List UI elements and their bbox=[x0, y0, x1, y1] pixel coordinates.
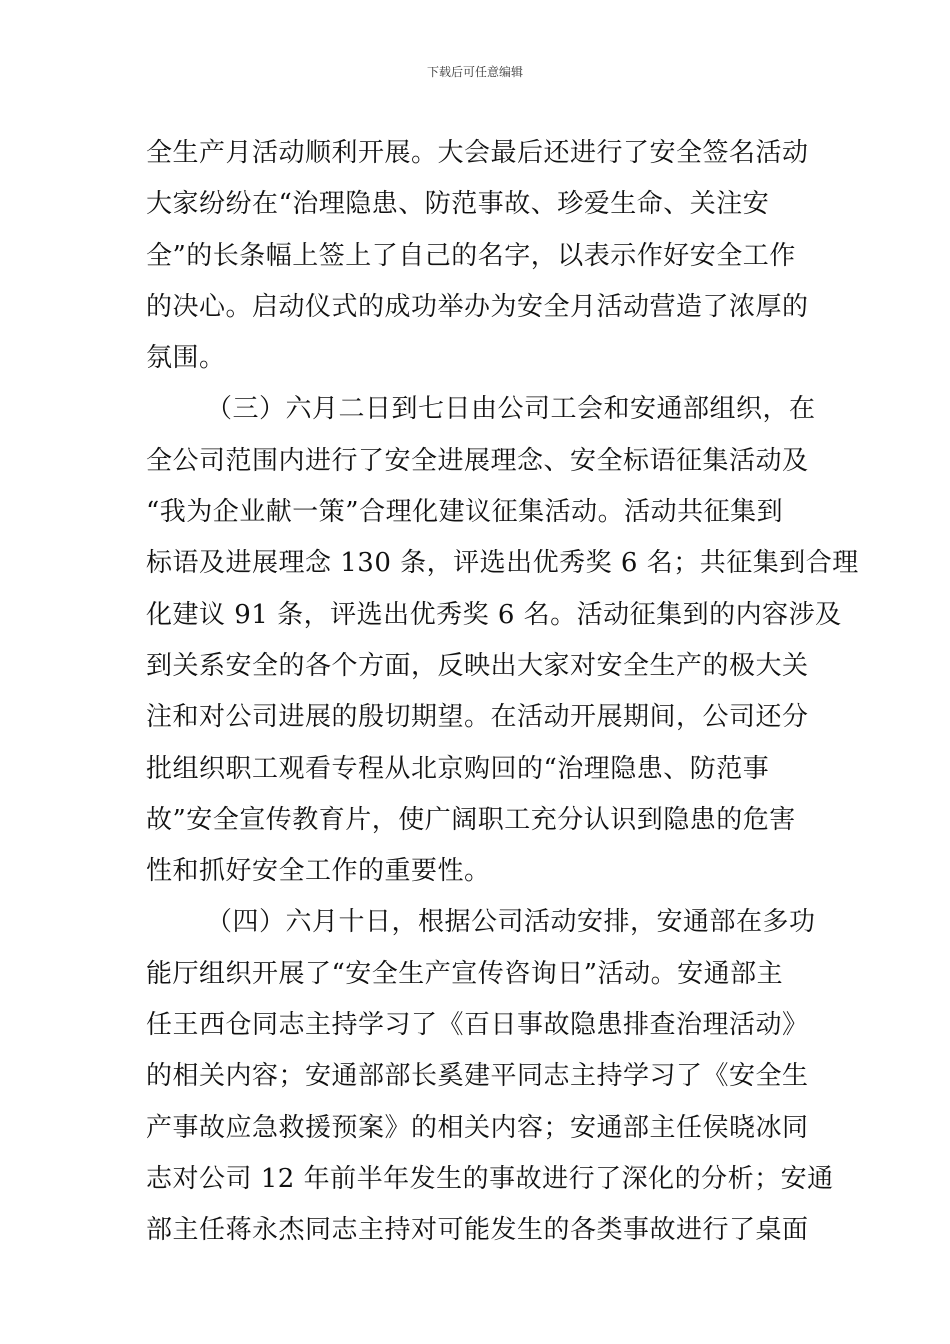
page-header: 下载后可任意编辑 bbox=[426, 65, 523, 79]
paragraph-first-line: （四）六月十日，根据公司活动安排，安通部在多功 bbox=[206, 907, 816, 938]
text-line: 大家纷纷在“治理隐患、防范事故、珍爱生命、关注安 bbox=[146, 189, 770, 220]
text-line: 任王西仓同志主持学习了《百日事故隐患排查治理活动》 bbox=[146, 1010, 809, 1041]
text-line: 化建议 91 条，评选出优秀奖 6 名。活动征集到的内容涉及 bbox=[146, 599, 842, 630]
paragraph-first-line: （三）六月二日到七日由公司工会和安通部组织，在 bbox=[206, 394, 816, 425]
text-line: 全生产月活动顺利开展。大会最后还进行了安全签名活动 bbox=[146, 138, 809, 168]
text-line: 注和对公司进展的殷切期望。在活动开展期间，公司还分 bbox=[146, 702, 809, 733]
text-line: 全”的长条幅上签上了自己的名字，以表示作好安全工作 bbox=[146, 240, 796, 271]
text-line: 故”安全宣传教育片，使广阔职工充分认识到隐患的危害 bbox=[146, 804, 796, 835]
text-line: 志对公司 12 年前半年发生的事故进行了深化的分析；安通 bbox=[146, 1163, 834, 1194]
text-line: 标语及进展理念 130 条，评选出优秀奖 6 名；共征集到合理 bbox=[146, 548, 859, 579]
text-line: 性和抓好安全工作的重要性。 bbox=[146, 856, 491, 887]
text-line: “我为企业献一策”合理化建议征集活动。活动共征集到 bbox=[146, 497, 784, 528]
text-line: 到关系安全的各个方面，反映出大家对安全生产的极大关 bbox=[146, 650, 809, 681]
text-line: 氛围。 bbox=[146, 343, 226, 374]
text-line: 的决心。启动仪式的成功举办为安全月活动营造了浓厚的 bbox=[146, 291, 809, 322]
text-line: 能厅组织开展了“安全生产宣传咨询日”活动。安通部主 bbox=[146, 958, 784, 989]
text-line: 的相关内容；安通部部长奚建平同志主持学习了《安全生 bbox=[146, 1061, 809, 1092]
text-line: 产事故应急救援预案》的相关内容；安通部主任侯晓冰同 bbox=[146, 1112, 809, 1143]
text-line: 批组织职工观看专程从北京购回的“治理隐患、防范事 bbox=[146, 753, 770, 784]
document-body bbox=[146, 128, 859, 1257]
text-line: 全公司范围内进行了安全进展理念、安全标语征集活动及 bbox=[146, 445, 809, 476]
text-line: 部主任蒋永杰同志主持对可能发生的各类事故进行了桌面 bbox=[146, 1215, 809, 1246]
